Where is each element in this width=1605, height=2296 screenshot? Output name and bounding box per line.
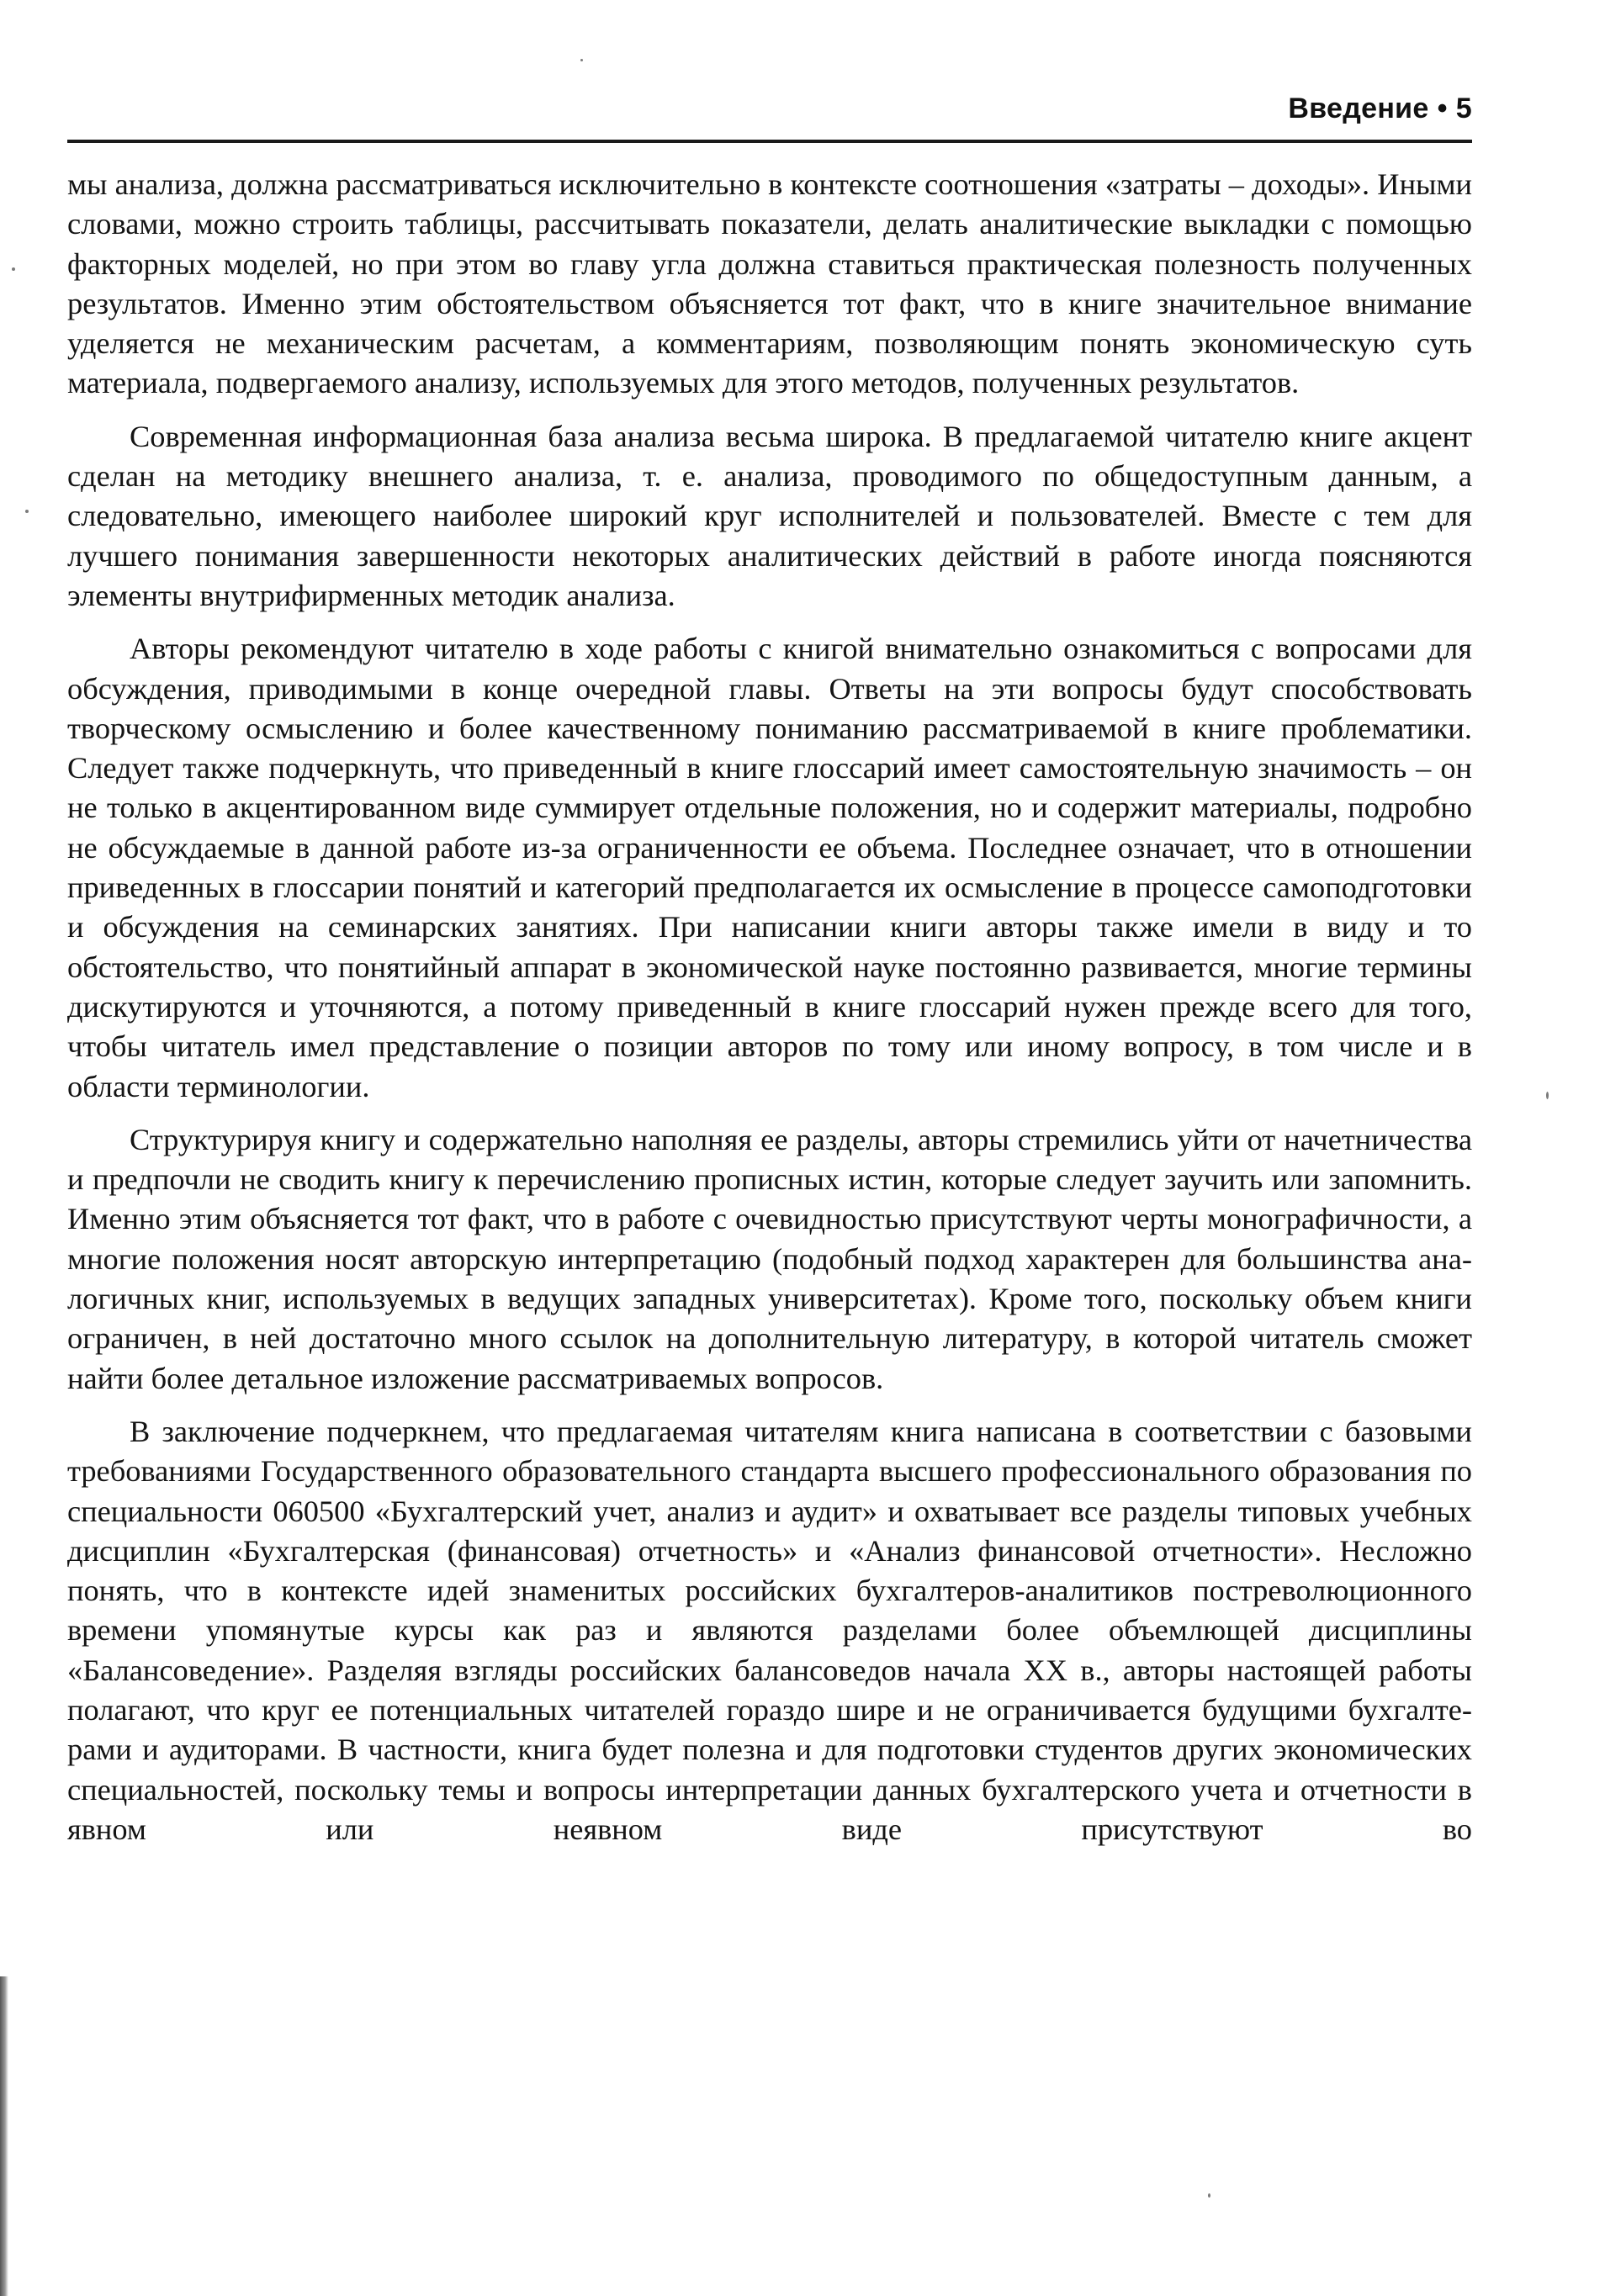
- running-header: [67, 91, 1472, 143]
- paragraph-information-base: Современная информационная база анализа весьма широка. В предлагаемой читателю книге акцент сделан на методику внешнего анализа, т. е. анализа, проводимого по общедоступным данным, а следовательно, имеющего наиболее широкий круг исполнителей и пользователей. Вместе с тем для лучшего понимания завершенности некоторых аналитических действий в работе иногда поясняются элементы внутрифирменных методик анализа.: [67, 419, 1472, 612]
- scan-speck: [25, 510, 29, 513]
- scan-speck: [12, 267, 15, 271]
- scan-edge-shadow: [0, 1976, 8, 2296]
- page-body: [67, 165, 1472, 1849]
- page-number: 5: [1455, 93, 1472, 124]
- header-section-title: Введение: [1288, 93, 1429, 124]
- scan-speck: [580, 59, 583, 61]
- scan-speck: [1208, 2193, 1210, 2198]
- scan-speck: [1546, 1092, 1549, 1099]
- paragraph-discussion-questions: Авторы рекомендуют читателю в ходе работы с книгой внимательно ознакомиться с вопросами для обсуждения, приводимыми в конце очередной главы. Ответы на эти вопросы будут способствовать творческому осмыслению и более качественному пониманию рассматриваемой в книге проблематики. Следует также подчеркнуть, что приведенный в книге глоссарий имеет самостоятельную значимость – он не только в акцентированном виде суммирует отдельные положения, но и содержит материалы, подробно не обсуждаемые в данной работе из-за ограниченности ее объема. Последнее означает, что в отношении приведенных в глоссарии понятий и категорий предполагается их осмысление в процессе самоподготовки и обсуждения на семинарских занятиях. При написании книги авторы также имели в виду и то обстоятельство, что понятийный аппарат в экономической науке постоянно развивается, многие термины дискутируются и уточняются, а потому приведенный в книге глоссарий нужен прежде всего для того, чтобы читатель имел представление о позиции авторов по тому или иному вопросу, в том числе и в области терминологии.: [67, 632, 1472, 1103]
- paragraph-conclusion: В заключение подчеркнем, что предлагаемая читателям книга написана в соответствии с базовыми требованиями Государственного образовательного стандарта высшего профессионального образования по специальности 060500 «Бухгалтерский учет, анализ и аудит» и охватывает все разделы типовых учебных дисциплин «Бухгалтерская (финансовая) отчетность» и «Анализ финансовой отчетности». Несложно понять, что в контексте идей знаменитых российских бухгалтеров-аналитиков постреволюционного времени упомянутые курсы как раз и являются разделами более объемлющей дисциплины «Балансоведение». Разделяя взгляды российских балансоведов начала XX в., авторы настоящей работы полагают, что круг ее потенциальных читателей гораздо шире и не ограничивается будущими бухгалтерами и аудиторами. В частности, книга будет полезна и для подготовки студентов других экономических специальностей, поскольку темы и вопросы интерпретации данных бухгалтерского учета и отчетности в явном или неявном виде присутствуют во: [67, 1414, 1472, 1846]
- paragraph-structure: Структурируя книгу и содержательно наполняя ее разделы, авторы стремились уйти от начетничества и предпочли не сводить книгу к перечислению прописных истин, которые следует заучить или запомнить. Именно этим объясняется тот факт, что в работе с очевидностью присутствуют черты монографичности, а многие положения носят авторскую интерпретацию (подобный подход характерен для большинства аналогичных книг, используемых в ведущих западных университетах). Кроме того, поскольку объем книги ограничен, в ней достаточно много ссылок на дополнительную литературу, в которой читатель сможет найти более детальное изложение рассматриваемых вопросов.: [67, 1122, 1472, 1395]
- paragraph-continued: мы анализа, должна рассматриваться исключительно в контексте соотношения «затраты – доходы». Иными словами, можно строить таблицы, рассчитывать показатели, делать аналитические выкладки с помощью факторных моделей, но при этом во главу угла должна ставиться практическая полезность полученных результатов. Именно этим обстоятельством объясняется тот факт, что в книге значительное внимание уделяется не механическим расчетам, а комментариям, позволяющим понять экономическую суть материала, подвергаемого анализу, используемых для этого методов, полученных результатов.: [67, 167, 1472, 400]
- header-separator: •: [1437, 93, 1448, 124]
- header-text: [1288, 93, 1472, 125]
